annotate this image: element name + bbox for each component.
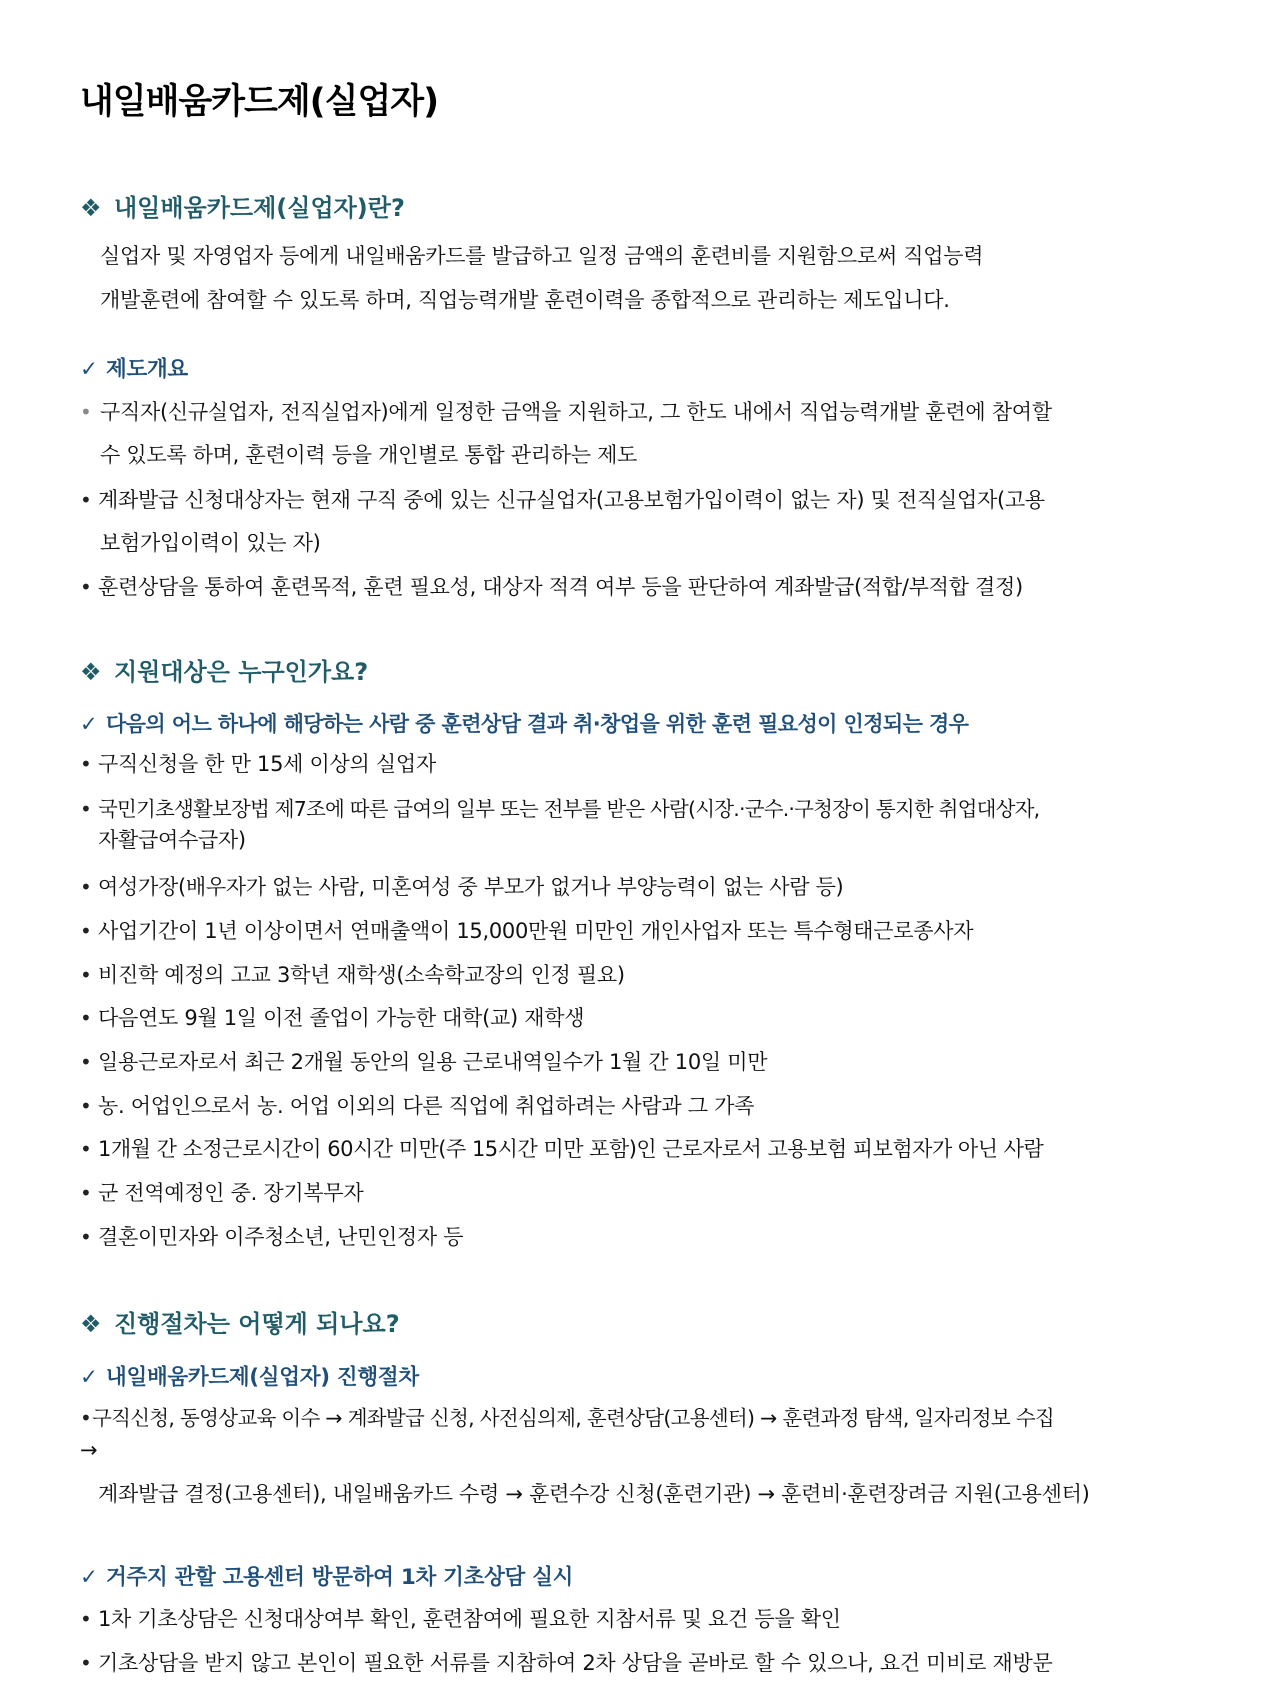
check-icon: ✓ xyxy=(80,1365,98,1390)
section-heading-intro xyxy=(80,188,405,223)
bullet-icon: • xyxy=(80,1050,92,1074)
subheading-overview xyxy=(80,352,188,383)
subheading-procedure-visit xyxy=(80,1560,573,1591)
bullet-icon: • xyxy=(80,1094,92,1118)
bullet-icon: • xyxy=(80,797,92,821)
subheading-eligibility xyxy=(80,708,968,738)
bullet-icon: • xyxy=(80,963,92,987)
bullet-icon: • xyxy=(80,488,92,512)
overview-item-1-line-1: 구직자(신규실업자, 전직실업자)에게 일정한 금액을 지원하고, 그 한도 내에서 직업능력개발 훈련에 참여할 xyxy=(100,400,1052,424)
overview-item-1-line-2: 수 있도록 하며, 훈련이력 등을 개인별로 통합 관리하는 제도 xyxy=(100,443,638,467)
bullet-icon: • xyxy=(80,919,92,943)
bullet-icon: • xyxy=(80,1181,92,1205)
eligibility-item-10: 군 전역예정인 중. 장기복무자 xyxy=(98,1181,364,1205)
subheading-text: 제도개요 xyxy=(106,357,188,382)
eligibility-item-8: 농. 어업인으로서 농. 어업 이외의 다른 직업에 취업하려는 사람과 그 가족 xyxy=(98,1094,755,1118)
bullet-icon: • xyxy=(80,1651,92,1675)
eligibility-item-9: 1개월 간 소정근로시간이 60시간 미만(주 15시간 미만 포함)인 근로자로서 고용보험 피보험자가 아닌 사람 xyxy=(98,1137,1044,1161)
overview-item-2-line-1: 계좌발급 신청대상자는 현재 구직 중에 있는 신규실업자(고용보험가입이력이 없는 자) 및 전직실업자(고용 xyxy=(98,488,1045,512)
bullet-icon: • xyxy=(80,1406,92,1430)
diamond-bullet-icon: ❖ xyxy=(80,658,102,686)
procedure-item-1: 1차 기초상담은 신청대상여부 확인, 훈련참여에 필요한 지참서류 및 요건 등을 확인 xyxy=(98,1607,841,1631)
eligibility-item-2-line-2: 자활급여수급자) xyxy=(98,828,246,852)
eligibility-item-4: 사업기간이 1년 이상이면서 연매출액이 15,000만원 미만인 개인사업자 또는 특수형태근로종사자 xyxy=(98,919,974,943)
procedure-flow-arrow: → xyxy=(80,1438,98,1462)
eligibility-item-1: 구직신청을 한 만 15세 이상의 실업자 xyxy=(98,752,436,776)
eligibility-item-6: 다음연도 9월 1일 이전 졸업이 가능한 대학(교) 재학생 xyxy=(98,1006,585,1030)
eligibility-item-11: 결혼이민자와 이주청소년, 난민인정자 등 xyxy=(98,1225,464,1249)
eligibility-item-3: 여성가장(배우자가 없는 사람, 미혼여성 중 부모가 없거나 부양능력이 없는 사람 등) xyxy=(98,875,844,899)
page-title: 내일배움카드제(실업자) xyxy=(80,82,439,122)
subheading-procedure-flow xyxy=(80,1360,419,1391)
bullet-icon: • xyxy=(80,575,92,599)
overview-item-2-line-2: 보험가입이력이 있는 자) xyxy=(100,531,321,555)
section-heading-procedure xyxy=(80,1304,400,1339)
bullet-icon: • xyxy=(80,1137,92,1161)
check-icon: ✓ xyxy=(80,712,97,736)
section-heading-text: 진행절차는 어떻게 되나요? xyxy=(114,1310,400,1338)
section-heading-text: 지원대상은 누구인가요? xyxy=(114,658,369,686)
eligibility-item-5: 비진학 예정의 고교 3학년 재학생(소속학교장의 인정 필요) xyxy=(98,963,625,987)
eligibility-item-7: 일용근로자로서 최근 2개월 동안의 일용 근로내역일수가 1월 간 10일 미만 xyxy=(98,1050,768,1074)
intro-line-2: 개발훈련에 참여할 수 있도록 하며, 직업능력개발 훈련이력을 종합적으로 관리하는 제도입니다. xyxy=(100,288,950,312)
check-icon: ✓ xyxy=(80,357,98,382)
subheading-text: 내일배움카드제(실업자) 진행절차 xyxy=(106,1365,419,1390)
bullet-icon: • xyxy=(80,1607,92,1631)
diamond-bullet-icon: ❖ xyxy=(80,194,102,222)
procedure-item-2: 기초상담을 받지 않고 본인이 필요한 서류를 지참하여 2차 상담을 곧바로 할 수 있으나, 요건 미비로 재방문 xyxy=(98,1651,1053,1675)
overview-item-3-line-1: 훈련상담을 통하여 훈련목적, 훈련 필요성, 대상자 적격 여부 등을 판단하여 계좌발급(적합/부적합 결정) xyxy=(98,575,1023,599)
subheading-text: 거주지 관할 고용센터 방문하여 1차 기초상담 실시 xyxy=(106,1565,574,1590)
procedure-flow-line-1: 구직신청, 동영상교육 이수 → 계좌발급 신청, 사전심의제, 훈련상담(고용센터) → 훈련과정 탐색, 일자리정보 수집 xyxy=(92,1406,1055,1430)
check-icon: ✓ xyxy=(80,1565,98,1590)
intro-line-1: 실업자 및 자영업자 등에게 내일배움카드를 발급하고 일정 금액의 훈련비를 지원함으로써 직업능력 xyxy=(100,244,984,268)
eligibility-item-2-line-1: 국민기초생활보장법 제7조에 따른 급여의 일부 또는 전부를 받은 사람(시장.·군수.·구청장이 통지한 취업대상자, xyxy=(98,797,1040,821)
bullet-icon: • xyxy=(80,752,92,776)
section-heading-text: 내일배움카드제(실업자)란? xyxy=(114,194,405,222)
bullet-icon: • xyxy=(80,1006,92,1030)
section-heading-eligibility xyxy=(80,652,368,687)
subheading-text: 다음의 어느 하나에 해당하는 사람 중 훈련상담 결과 취·창업을 위한 훈련 필요성이 인정되는 경우 xyxy=(106,712,969,736)
bullet-icon: • xyxy=(80,875,92,899)
procedure-flow-line-2: 계좌발급 결정(고용센터), 내일배움카드 수령 → 훈련수강 신청(훈련기관) → 훈련비·훈련장려금 지원(고용센터) xyxy=(98,1482,1090,1506)
bullet-icon: • xyxy=(80,400,92,424)
bullet-icon: • xyxy=(80,1225,92,1249)
diamond-bullet-icon: ❖ xyxy=(80,1310,102,1338)
